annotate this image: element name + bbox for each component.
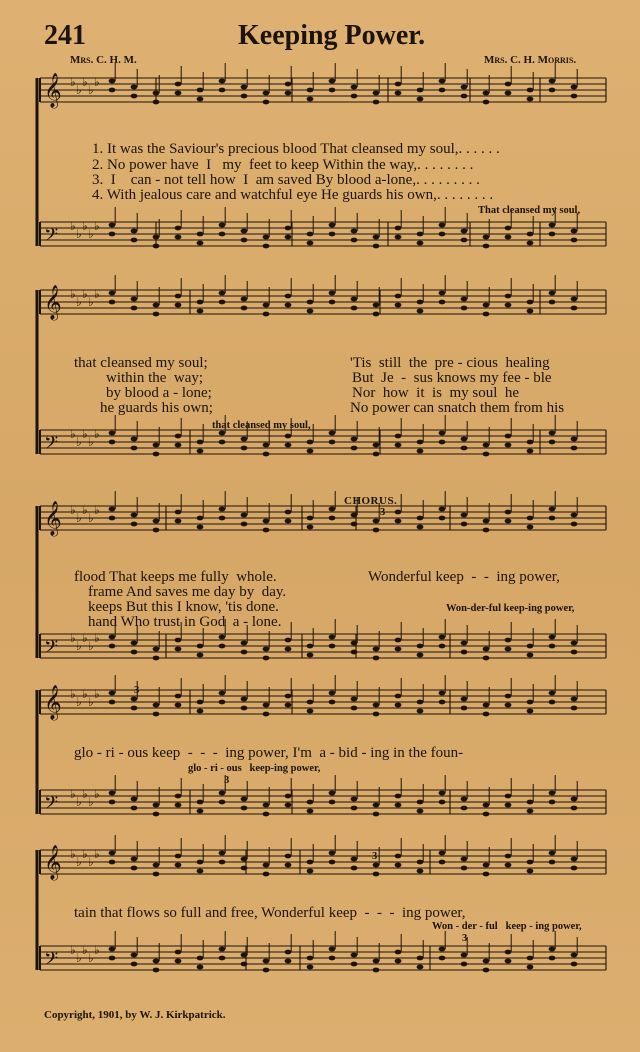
bass-clef-icon: 𝄢 <box>44 949 59 974</box>
flat-icon: ♭ <box>94 943 100 957</box>
bass-clef-icon: 𝄢 <box>44 433 59 458</box>
flat-icon: ♭ <box>70 287 76 301</box>
flat-icon: ♭ <box>88 951 94 965</box>
flat-icon: ♭ <box>70 943 76 957</box>
treble-clef-icon: 𝄞 <box>44 685 62 720</box>
bass-clef-icon: 𝄢 <box>44 637 59 662</box>
flat-icon: ♭ <box>76 227 82 241</box>
verse-3-chorus-lead: keeps But this I know, 'tis done. <box>88 599 279 615</box>
flat-icon: ♭ <box>88 511 94 525</box>
flat-icon: ♭ <box>82 427 88 441</box>
bass-triplet-4: 3 <box>224 775 230 786</box>
flat-icon: ♭ <box>76 951 82 965</box>
verse-2-chorus-lead: frame And saves me day by day. <box>88 584 287 600</box>
verse-2-line: 2. No power have I my feet to keep Within the way,. . . . . . . . <box>92 157 474 173</box>
music-credit: Mrs. C. H. Morris. <box>484 54 577 66</box>
flat-icon: ♭ <box>82 219 88 233</box>
treble-clef-icon: 𝄞 <box>44 845 62 880</box>
flat-icon: ♭ <box>94 687 100 701</box>
flat-icon: ♭ <box>76 83 82 97</box>
verse-4-cont: he guards his own; <box>100 400 213 416</box>
flat-icon: ♭ <box>76 855 82 869</box>
bass-cue-3: Won-der-ful keep-ing power, <box>446 603 575 614</box>
treble-clef-icon: 𝄞 <box>44 73 62 108</box>
flat-icon: ♭ <box>70 219 76 233</box>
flat-icon: ♭ <box>70 787 76 801</box>
copyright-notice: Copyright, 1901, by W. J. Kirkpatrick. <box>44 1009 226 1021</box>
verse-2-right: But Je - sus knows my fee - ble <box>352 370 552 386</box>
flat-icon: ♭ <box>94 427 100 441</box>
flat-icon: ♭ <box>94 787 100 801</box>
verse-4-chorus-lead: hand Who trust in God a - lone. <box>88 614 282 630</box>
verse-1-right: 'Tis still the pre - cious healing <box>350 355 550 371</box>
treble-clef-icon: 𝄞 <box>44 501 62 536</box>
flat-icon: ♭ <box>82 687 88 701</box>
bass-clef-icon: 𝄢 <box>44 225 59 250</box>
flat-icon: ♭ <box>76 639 82 653</box>
verse-4-line: 4. With jealous care and watchful eye He guards his own,. . . . . . . . <box>92 187 494 203</box>
bass-cue-1: That cleansed my soul, <box>478 205 581 216</box>
bass-cue-4: glo - ri - ous keep-ing power, <box>188 763 321 774</box>
words-credit: Mrs. C. H. M. <box>70 54 137 66</box>
bass-cue-5: Won - der - ful keep - ing power, <box>432 921 582 932</box>
flat-icon: ♭ <box>88 795 94 809</box>
flat-icon: ♭ <box>70 847 76 861</box>
flat-icon: ♭ <box>82 787 88 801</box>
chorus-lyric-2: glo - ri - ous keep - - - ing power, I'm a - bid - ing in the foun- <box>74 745 464 761</box>
flat-icon: ♭ <box>70 687 76 701</box>
flat-icon: ♭ <box>88 639 94 653</box>
verse-2-cont: within the way; <box>106 370 204 386</box>
verse-1-chorus-lead: flood That keeps me fully whole. <box>74 569 277 585</box>
hymn-title: Keeping Power. <box>238 20 426 51</box>
flat-icon: ♭ <box>82 943 88 957</box>
triplet-mark-4: 3 <box>134 685 140 696</box>
flat-icon: ♭ <box>76 795 82 809</box>
triplet-mark-5: 3 <box>372 851 378 862</box>
flat-icon: ♭ <box>94 287 100 301</box>
flat-icon: ♭ <box>82 75 88 89</box>
verse-3-line: 3. I can - not tell how I am saved By blood a-lone,. . . . . . . . . <box>92 172 480 188</box>
flat-icon: ♭ <box>82 847 88 861</box>
verse-1-line: 1. It was the Saviour's precious blood That cleansed my soul,. . . . . . <box>92 141 500 157</box>
flat-icon: ♭ <box>88 83 94 97</box>
chorus-label: CHORUS. <box>344 495 398 507</box>
hymn-number: 241 <box>44 20 86 51</box>
flat-icon: ♭ <box>88 855 94 869</box>
flat-icon: ♭ <box>82 287 88 301</box>
flat-icon: ♭ <box>88 695 94 709</box>
flat-icon: ♭ <box>94 75 100 89</box>
flat-icon: ♭ <box>76 695 82 709</box>
flat-icon: ♭ <box>82 503 88 517</box>
flat-icon: ♭ <box>76 435 82 449</box>
flat-icon: ♭ <box>88 435 94 449</box>
treble-clef-icon: 𝄞 <box>44 285 62 320</box>
verse-3-right: Nor how it is my soul he <box>352 385 520 401</box>
flat-icon: ♭ <box>76 511 82 525</box>
flat-icon: ♭ <box>70 631 76 645</box>
flat-icon: ♭ <box>88 295 94 309</box>
flat-icon: ♭ <box>88 227 94 241</box>
bass-cue-2: that cleansed my soul, <box>212 420 311 431</box>
bass-clef-icon: 𝄢 <box>44 793 59 818</box>
flat-icon: ♭ <box>94 503 100 517</box>
flat-icon: ♭ <box>70 75 76 89</box>
verse-1-cont: that cleansed my soul; <box>74 355 208 371</box>
triplet-mark: 3 <box>380 507 386 518</box>
verse-4-right: No power can snatch them from his <box>350 400 565 416</box>
flat-icon: ♭ <box>94 631 100 645</box>
flat-icon: ♭ <box>70 427 76 441</box>
verse-3-cont: by blood a - lone; <box>106 385 212 401</box>
flat-icon: ♭ <box>94 219 100 233</box>
chorus-lyric-3: tain that flows so full and free, Wonderful keep - - - ing power, <box>74 905 466 921</box>
flat-icon: ♭ <box>70 503 76 517</box>
flat-icon: ♭ <box>76 295 82 309</box>
flat-icon: ♭ <box>94 847 100 861</box>
flat-icon: ♭ <box>82 631 88 645</box>
bass-triplet-5: 3 <box>462 933 468 944</box>
chorus-lyric-1: Wonderful keep - - ing power, <box>368 569 560 585</box>
